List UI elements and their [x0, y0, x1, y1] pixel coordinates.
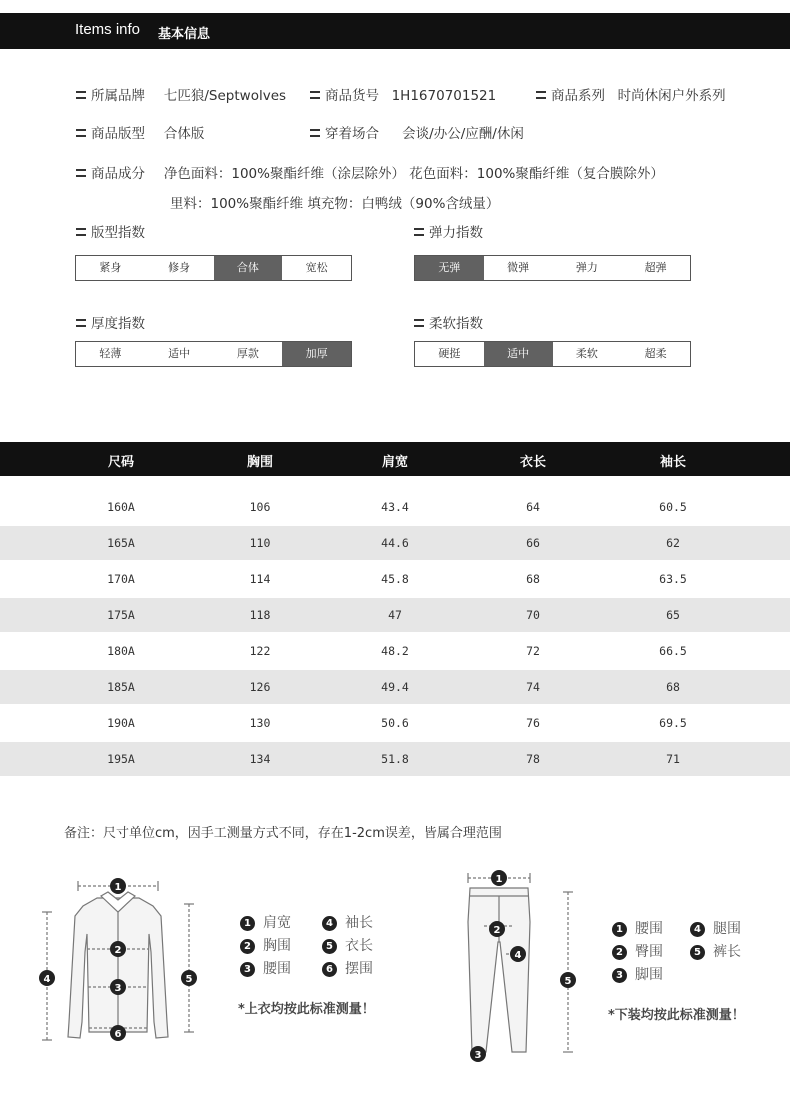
table-cell: 118	[249, 608, 271, 622]
table-cell: 68	[666, 680, 680, 694]
thickness-index-scale	[75, 341, 352, 367]
number-2-icon: 2	[612, 945, 627, 960]
pants-diagram	[460, 862, 590, 1067]
table-cell: 48.2	[381, 644, 409, 658]
bottom-legend-item-1: 1 腰围	[612, 918, 663, 938]
bottom-standard-note: *下装均按此标准测量！	[608, 1008, 745, 1023]
number-3-icon: 3	[240, 962, 255, 977]
svg-text:4: 4	[43, 974, 51, 985]
elastic-option: 超弹	[644, 261, 667, 274]
svg-text:3: 3	[114, 983, 122, 994]
number-4-icon: 4	[690, 922, 705, 937]
table-cell: 190A	[107, 716, 135, 730]
size-table-column-header: 肩宽	[381, 455, 409, 470]
fit-option: 紧身	[99, 261, 122, 274]
svg-text:1: 1	[114, 882, 122, 893]
equals-icon	[76, 169, 86, 177]
table-cell: 69.5	[659, 716, 687, 730]
table-cell: 44.6	[381, 536, 409, 550]
table-row	[0, 490, 790, 524]
size-table-column-header: 袖长	[659, 455, 687, 470]
table-cell: 110	[249, 536, 271, 550]
size-table-column-header: 胸围	[246, 455, 274, 470]
thickness-option: 适中	[168, 347, 191, 360]
thickness-option: 轻薄	[99, 347, 122, 360]
equals-icon	[76, 129, 86, 137]
thickness-option: 厚款	[236, 347, 259, 360]
elastic-index-label: 弹力指数	[414, 221, 483, 241]
bottom-legend-item-3: 3 脚围	[612, 964, 663, 984]
top-legend-item-3: 3 腰围	[240, 958, 291, 978]
equals-icon	[310, 91, 320, 99]
fit-index-label: 版型指数	[76, 221, 145, 241]
softness-index-label: 柔软指数	[414, 312, 483, 332]
table-cell: 50.6	[381, 716, 409, 730]
equals-icon	[76, 319, 86, 327]
table-cell: 114	[249, 572, 271, 586]
number-1-icon: 1	[612, 922, 627, 937]
bottom-legend-item-4: 4 腿围	[690, 918, 741, 938]
table-row	[0, 706, 790, 740]
softness-option: 适中	[484, 342, 553, 366]
table-cell: 62	[666, 536, 680, 550]
number-6-icon: 6	[322, 962, 337, 977]
softness-option: 硬挺	[438, 347, 461, 360]
brand-info: 所属品牌 七匹狼/Septwolves	[76, 84, 286, 104]
softness-index-scale	[414, 341, 691, 367]
size-table-column-header: 尺码	[107, 455, 135, 470]
bottom-legend-item-5: 5 裤长	[690, 941, 741, 961]
table-cell: 195A	[107, 752, 135, 766]
elastic-option: 微弹	[507, 261, 530, 274]
softness-option: 超柔	[644, 347, 667, 360]
table-row	[0, 634, 790, 668]
table-cell: 130	[249, 716, 271, 730]
measurement-note: 备注：尺寸单位cm，因手工测量方式不同，存在1-2cm误差，皆属合理范围	[64, 826, 502, 841]
table-row	[0, 526, 790, 560]
table-cell: 65	[666, 608, 680, 622]
size-table-column-header: 衣长	[519, 455, 547, 470]
table-cell: 126	[249, 680, 271, 694]
items-info-header	[0, 13, 790, 49]
top-legend-item-2: 2 胸围	[240, 935, 291, 955]
table-cell: 175A	[107, 608, 135, 622]
top-standard-note: *上衣均按此标准测量！	[238, 1002, 375, 1017]
elastic-option: 弹力	[575, 261, 598, 274]
table-cell: 70	[526, 608, 540, 622]
svg-text:5: 5	[564, 976, 572, 987]
material-info: 商品成分 净色面料：100%聚酯纤维（涂层除外） 花色面料：100%聚酯纤维（复合膜除外）	[76, 162, 664, 182]
table-cell: 160A	[107, 500, 135, 514]
top-legend-item-4: 4 袖长	[322, 912, 373, 932]
svg-text:1: 1	[495, 874, 503, 885]
softness-option: 柔软	[575, 347, 598, 360]
table-cell: 170A	[107, 572, 135, 586]
svg-text:2: 2	[493, 925, 501, 936]
table-row	[0, 670, 790, 704]
occasion-info: 穿着场合 会谈/办公/应酬/休闲	[310, 122, 524, 142]
thickness-option: 加厚	[282, 342, 351, 366]
fit-option: 宽松	[305, 261, 328, 274]
svg-text:3: 3	[474, 1050, 482, 1061]
table-cell: 71	[666, 752, 680, 766]
top-legend-item-5: 5 衣长	[322, 935, 373, 955]
table-cell: 185A	[107, 680, 135, 694]
equals-icon	[414, 319, 424, 327]
svg-text:5: 5	[185, 974, 193, 985]
svg-text:4: 4	[514, 950, 522, 961]
fit-option: 修身	[168, 261, 191, 274]
top-legend-item-1: 1 肩宽	[240, 912, 291, 932]
number-2-icon: 2	[240, 939, 255, 954]
fit-option: 合体	[214, 256, 283, 280]
svg-text:2: 2	[114, 945, 122, 956]
table-cell: 180A	[107, 644, 135, 658]
table-cell: 106	[249, 500, 271, 514]
sku-info: 商品货号 1H1670701521	[310, 84, 496, 104]
number-1-icon: 1	[240, 916, 255, 931]
table-cell: 134	[249, 752, 271, 766]
elastic-index-scale	[414, 255, 691, 281]
shirt-diagram	[35, 872, 210, 1052]
equals-icon	[414, 228, 424, 236]
table-row	[0, 562, 790, 596]
number-5-icon: 5	[690, 945, 705, 960]
table-cell: 49.4	[381, 680, 409, 694]
table-row	[0, 598, 790, 632]
number-3-icon: 3	[612, 968, 627, 983]
table-cell: 47	[388, 608, 402, 622]
equals-icon	[76, 91, 86, 99]
header-title-en: Items info	[75, 21, 141, 38]
table-cell: 72	[526, 644, 540, 658]
table-cell: 78	[526, 752, 540, 766]
equals-icon	[310, 129, 320, 137]
fit-index-scale	[75, 255, 352, 281]
equals-icon	[536, 91, 546, 99]
thickness-index-label: 厚度指数	[76, 312, 145, 332]
table-cell: 74	[526, 680, 540, 694]
fit-info: 商品版型 合体版	[76, 122, 204, 142]
table-cell: 122	[249, 644, 271, 658]
table-cell: 43.4	[381, 500, 409, 514]
bottom-legend-item-2: 2 臀围	[612, 941, 663, 961]
number-4-icon: 4	[322, 916, 337, 931]
header-title-cn: 基本信息	[158, 27, 211, 42]
elastic-option: 无弹	[415, 256, 484, 280]
table-cell: 165A	[107, 536, 135, 550]
top-legend-item-6: 6 摆围	[322, 958, 373, 978]
table-cell: 66.5	[659, 644, 687, 658]
table-cell: 68	[526, 572, 540, 586]
table-cell: 76	[526, 716, 540, 730]
table-row	[0, 742, 790, 776]
size-table-header	[0, 442, 790, 476]
material-info-line2: 里料：100%聚酯纤维 填充物：白鸭绒（90%含绒量）	[170, 196, 500, 212]
table-cell: 63.5	[659, 572, 687, 586]
table-cell: 45.8	[381, 572, 409, 586]
table-cell: 64	[526, 500, 540, 514]
svg-text:6: 6	[114, 1029, 122, 1040]
table-cell: 51.8	[381, 752, 409, 766]
series-info: 商品系列 时尚休闲户外系列	[536, 84, 726, 104]
equals-icon	[76, 228, 86, 236]
number-5-icon: 5	[322, 939, 337, 954]
table-cell: 60.5	[659, 500, 687, 514]
table-cell: 66	[526, 536, 540, 550]
